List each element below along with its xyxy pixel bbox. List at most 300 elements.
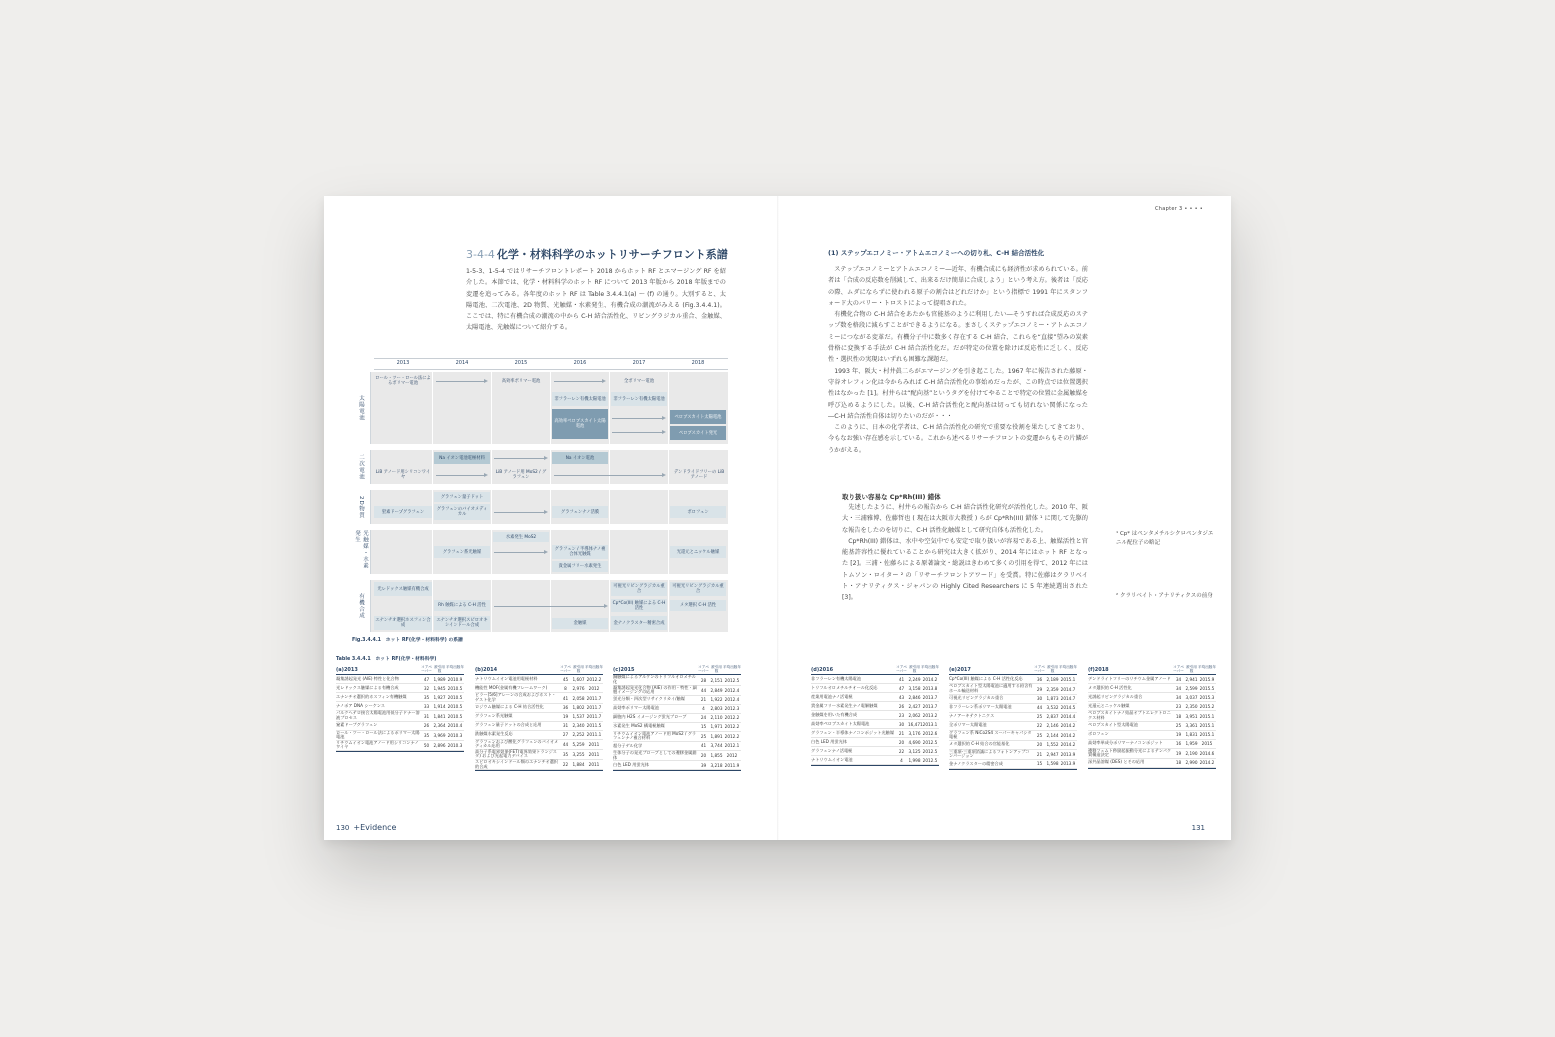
core-papers: 15 xyxy=(700,724,707,730)
rf-name: 水素発生 MoS2 構電極触媒 xyxy=(613,723,665,729)
core-papers: 44 xyxy=(562,741,569,747)
band-label: 光触媒・水素発生 xyxy=(352,530,371,574)
mean-year: 2012.1 xyxy=(724,743,740,749)
diagram-node: 高効率ポリマー電池 xyxy=(501,378,541,384)
rf-name: 白色 LED 用蛍光体 xyxy=(811,739,847,745)
mean-year: 2014.6 xyxy=(1199,750,1215,756)
mean-year: 2012.3 xyxy=(724,706,740,712)
table-title: (b)2014 xyxy=(475,667,498,674)
rf-name: 凝集誘起発光化合物 (AIE) の作用・特性・細胞イメージングの応用 xyxy=(613,684,697,695)
diagram-node: 高効率ペロブスカイト太陽電池 xyxy=(552,409,608,439)
table-2016 xyxy=(811,665,939,766)
rf-name: ナノポア DNA シーケンス xyxy=(336,703,385,709)
citations: 1,959 xyxy=(1185,741,1198,747)
table-row xyxy=(336,741,464,751)
table-row xyxy=(811,720,939,729)
table-row xyxy=(811,693,939,702)
citations: 2,146 xyxy=(1046,723,1059,729)
mean-year: 2015.1 xyxy=(1060,676,1076,682)
rf-name: Cp*Co(III) 触媒による C-H 活性化反応 xyxy=(949,676,1023,682)
side-note-2: ² クラリベイト・アナリティクスの前身 xyxy=(1116,593,1213,599)
diagram-node: Na イオン電池 xyxy=(552,452,608,464)
rf-name: グラフェンナノ活電極 xyxy=(811,748,853,754)
mean-year: 2013.1 xyxy=(922,721,938,727)
core-papers: 4 xyxy=(702,706,705,712)
citations: 1,537 xyxy=(572,714,585,720)
core-papers: 34 xyxy=(1175,676,1182,682)
rf-name: エナンチオ選択的ホスフィン有機触媒 xyxy=(336,694,407,700)
rf-name: ロジウム触媒による C-H 結合活性化 xyxy=(475,704,544,710)
mean-year: 2012.6 xyxy=(922,730,938,736)
page-number-right: 131 xyxy=(1191,824,1205,832)
core-papers: 47 xyxy=(423,676,430,682)
rf-name: 窒素ドープグラフェン xyxy=(336,722,378,728)
mean-year: 2012 xyxy=(726,753,738,759)
rf-name: 遷移フェムト秒励起振動分光によるテンパク質構造決定 xyxy=(1088,747,1172,758)
brand-name: +Evidence xyxy=(353,823,397,832)
page-number: 130 xyxy=(336,824,350,832)
mean-year: 2011 xyxy=(588,741,600,747)
col-year: 平均出版年 xyxy=(1059,665,1077,669)
table-row xyxy=(475,760,603,770)
rf-name: スピロオキシインドール類のエナンチオ選択的合成 xyxy=(475,758,559,769)
table-row xyxy=(1088,731,1216,740)
citations: 2,350 xyxy=(1185,703,1198,709)
core-papers: 16 xyxy=(1175,741,1182,747)
rf-name: グラフェンおよび酸化グラフェンのバイオメディカル応用 xyxy=(475,738,559,749)
year-axis xyxy=(374,358,728,370)
mean-year: 2012.2 xyxy=(724,715,740,721)
mean-year: 2010.5 xyxy=(447,685,463,691)
citations: 2,058 xyxy=(572,695,585,701)
mean-year: 2014.2 xyxy=(1060,723,1076,729)
table-row xyxy=(1088,759,1216,768)
core-papers: 25 xyxy=(700,733,707,739)
table-2015 xyxy=(613,665,741,771)
table-row xyxy=(811,702,939,711)
diagram-arrow xyxy=(436,475,486,476)
diagram-node: エナンチオ選択ホスフィン合成 xyxy=(375,618,431,628)
rf-name: デンドライトフリーのリチウム金属アノード xyxy=(1088,676,1171,682)
col-year: 平均出版年 xyxy=(446,665,464,669)
table-row xyxy=(613,751,741,761)
col-year: 平均出版年 xyxy=(723,665,741,669)
citations: 2,896 xyxy=(433,742,446,748)
core-papers: 34 xyxy=(1175,694,1182,700)
citations: 3,951 xyxy=(1185,713,1198,719)
col-core: コアペーパー xyxy=(421,665,432,674)
citations: 3,255 xyxy=(572,751,585,757)
core-papers: 44 xyxy=(1036,705,1043,711)
table-row xyxy=(1088,722,1216,731)
core-papers: 35 xyxy=(423,732,430,738)
citations: 3,532 xyxy=(1046,705,1059,711)
mean-year: 2014.5 xyxy=(1060,705,1076,711)
citations: 2,340 xyxy=(572,723,585,729)
citations: 1,989 xyxy=(433,676,446,682)
mean-year: 2012.2 xyxy=(724,724,740,730)
mean-year: 2012.2 xyxy=(586,676,602,682)
rf-name: ピラー[5/6]アレーンの合成およびホスト・ゲスト化学 xyxy=(475,692,556,702)
diagram-node: 窒素ドープグラフェン xyxy=(374,506,432,518)
year-label: 2015 xyxy=(514,360,528,366)
col-core: コアペーパー xyxy=(1173,665,1184,674)
year-label: 2013 xyxy=(396,360,410,366)
core-papers: 21 xyxy=(700,697,707,703)
rf-name: 鉄触媒水素発生反応 xyxy=(475,731,513,737)
diagram-node: 金触媒 xyxy=(552,618,608,629)
col-core: コアペーパー xyxy=(698,665,709,674)
chapter-label: Chapter 3 • • • • xyxy=(1154,206,1203,212)
table-row xyxy=(336,693,464,702)
core-papers: 30 xyxy=(1036,696,1043,702)
table-row xyxy=(475,693,603,703)
diagram-node: グラフェン系光触媒 xyxy=(434,546,490,558)
table-caption: Table 3.4.4.1 ホット RF(化学・材料科学) xyxy=(336,657,437,662)
core-papers: 28 xyxy=(700,677,707,683)
mean-year: 2013.9 xyxy=(1060,761,1076,767)
rf-name: 高効率ペロブスカイト太陽電池 xyxy=(811,721,870,727)
hot-rf-diagram xyxy=(352,358,730,638)
diagram-node: ペロブスカイト発光 xyxy=(670,426,726,440)
citations: 3,037 xyxy=(1185,694,1198,700)
core-papers: 39 xyxy=(700,762,707,768)
band-label: 有機合成 xyxy=(352,580,371,632)
band-2d xyxy=(352,490,728,524)
core-papers: 22 xyxy=(1036,723,1043,729)
table-row xyxy=(949,713,1077,722)
col-cites: 被引用数 xyxy=(434,665,445,674)
core-papers: 23 xyxy=(898,712,905,718)
band-label: 太陽電池 xyxy=(352,372,371,444)
table-row xyxy=(613,714,741,723)
core-papers: 21 xyxy=(1036,751,1043,757)
mean-year: 2015 xyxy=(1201,741,1213,747)
table-2018 xyxy=(1088,665,1216,769)
subheading: (1) ステップエコノミー・アトムエコノミーへの切り札、C-H 結合活性化 xyxy=(828,249,1045,257)
citations: 2,947 xyxy=(1046,751,1059,757)
citations: 3,125 xyxy=(908,748,921,754)
section-title-text: 化学・材料科学のホットリサーチフロント系譜 xyxy=(496,248,728,261)
mean-year: 2015.1 xyxy=(1199,732,1215,738)
col-cites: 被引用数 xyxy=(1186,665,1197,674)
diagram-node: グラフェンナノ活膜 xyxy=(552,506,608,518)
diagram-arrow xyxy=(612,418,664,419)
col-year: 平均出版年 xyxy=(585,665,603,669)
citations: 2,849 xyxy=(710,687,723,693)
citations: 2,190 xyxy=(1185,750,1198,756)
citations: 2,837 xyxy=(1046,714,1059,720)
core-papers: 43 xyxy=(898,694,905,700)
core-papers: 32 xyxy=(423,685,430,691)
core-papers: 24 xyxy=(700,715,707,721)
rf-name: 非フラーレン系ポリマー太陽電池 xyxy=(949,704,1012,710)
rf-name: 高効率単成分ポリマーナノコンポジット xyxy=(1088,740,1163,746)
rf-name: メタ選択的 C-H 活性化 xyxy=(1088,685,1132,691)
figure-caption: Fig.3.4.4.1 ホット RF(化学・材料科学) の系譜 xyxy=(352,638,463,643)
mean-year: 2010.9 xyxy=(447,676,463,682)
citations: 2,249 xyxy=(908,676,921,682)
citations: 2,803 xyxy=(710,706,723,712)
table-row xyxy=(613,761,741,770)
diagram-node: ペロブスカイト太陽電池 xyxy=(670,410,726,424)
table-2014 xyxy=(475,665,603,771)
mean-year: 2014.2 xyxy=(1199,760,1215,766)
core-papers: 26 xyxy=(423,723,430,729)
core-papers: 41 xyxy=(700,743,707,749)
diagram-arrow xyxy=(436,381,486,382)
core-papers: 29 xyxy=(1036,686,1043,692)
rf-name: ナトリウムイオン電池用電極材料 xyxy=(475,676,538,682)
table-row xyxy=(336,684,464,693)
core-papers: 41 xyxy=(898,676,905,682)
diagram-node: グラフェン量子ドット xyxy=(434,492,490,502)
mean-year: 2011.5 xyxy=(586,723,602,729)
rf-name: 金触媒を用いた有機合成 xyxy=(811,712,858,718)
rf-name: グラフェン系光触媒 xyxy=(475,713,513,719)
intro-paragraph: 1-5-3、1-5-4 ではリサーチフロントレポート 2018 からホット RF とエマージング RF を紹介した。本節では、化学・材料科学のホット RF について 2013 年版から 2018 年版までの変遷を追ってみる。各年度のホット RF は Table 3.4.4.1(a) 〜 (f) の通り。大別すると、太陽電池、二次電池、2D 物質、光触媒・水素発生、有機合成の潮流がみえる (Fig.3.4.4.1)。ここでは、特に有機合成の潮流の中から C-H 結合活性化、リビングラジカル重合、金触媒、太陽電池、光触媒について紹介する。 xyxy=(466,268,726,332)
mean-year: 2010.5 xyxy=(447,694,463,700)
band-solar xyxy=(352,372,728,444)
diagram-node: 金ナノクラスター精密合成 xyxy=(611,616,667,630)
rf-name: 金ナノクラスターの精密合成 xyxy=(949,760,1003,766)
citations: 2,144 xyxy=(1046,732,1059,738)
mean-year: 2012.4 xyxy=(724,697,740,703)
core-papers: 4 xyxy=(900,757,903,763)
core-papers: 18 xyxy=(1175,760,1182,766)
mean-year: 2012.5 xyxy=(922,739,938,745)
core-papers: 19 xyxy=(1175,732,1182,738)
mean-year: 2013.7 xyxy=(922,703,938,709)
citations: 3,361 xyxy=(1185,723,1198,729)
diagram-node: メタ選択 C-H 活性 xyxy=(670,600,726,611)
citations: 1,884 xyxy=(572,762,585,768)
rf-name: 非フラーレン有機太陽電池 xyxy=(811,676,862,682)
mean-year: 2015.9 xyxy=(1199,676,1215,682)
mean-year: 2010.3 xyxy=(447,742,463,748)
rf-name: 高効率ポリマー太陽電池 xyxy=(613,705,659,711)
citations: 2,846 xyxy=(908,694,921,700)
year-label: 2016 xyxy=(573,360,587,366)
diagram-node: ボロフェン xyxy=(670,506,726,518)
rf-name: 光レドックス触媒による有機合成 xyxy=(336,685,399,691)
diagram-node: Cp*Co(III) 触媒による C-H 活性 xyxy=(612,600,666,611)
table-row xyxy=(811,747,939,756)
table-title: (e)2017 xyxy=(949,667,971,674)
mean-year: 2015.5 xyxy=(1199,685,1215,691)
mean-year: 2012.4 xyxy=(724,687,740,693)
core-papers: 50 xyxy=(423,742,430,748)
citations: 2,110 xyxy=(710,715,723,721)
diagram-node: 可視光リビングラジカル重合 xyxy=(611,582,667,596)
col-core: コアペーパー xyxy=(896,665,907,674)
table-row xyxy=(949,704,1077,713)
year-label: 2014 xyxy=(455,360,469,366)
table-title: (c)2015 xyxy=(613,667,635,674)
mean-year: 2015.3 xyxy=(1199,694,1215,700)
diagram-node: 全ポリマー電池 xyxy=(624,378,654,384)
table-row xyxy=(336,711,464,721)
citations: 1,971 xyxy=(710,724,723,730)
paragraph: このように、日本の化学者は、C-H 結合活性化の研究で重要な役割を果たしてきており、今もなお強い存在感を示している。これから述べるリサーチフロントの変遷からもその片鱗がうかがえる。 xyxy=(828,424,1088,454)
core-papers: 33 xyxy=(423,703,430,709)
rf-name: ペロブスカイト型太陽電池 xyxy=(1088,722,1138,728)
mean-year: 2012 xyxy=(588,685,600,691)
mean-year: 2014.2 xyxy=(922,676,938,682)
band-label: 二次電池 xyxy=(352,450,371,484)
rf-name: 凝集誘起発光 (AIE) 特性と化合物 xyxy=(336,676,399,682)
col-cites: 被引用数 xyxy=(909,665,920,674)
mean-year: 2010.4 xyxy=(447,723,463,729)
mean-year: 2013.8 xyxy=(922,685,938,691)
mean-year: 2014.4 xyxy=(1060,714,1076,720)
page-number-left xyxy=(336,823,396,832)
mean-year: 2012.5 xyxy=(922,757,938,763)
col-core: コアペーパー xyxy=(1034,665,1045,674)
mean-year: 2011.1 xyxy=(586,732,602,738)
diagram-arrow xyxy=(612,432,664,433)
core-papers: 19 xyxy=(1175,750,1182,756)
citations: 3,969 xyxy=(433,732,446,738)
core-papers: 34 xyxy=(1175,685,1182,691)
citations: 2,151 xyxy=(710,677,723,683)
spine-shadow xyxy=(777,196,779,840)
citations: 1,927 xyxy=(433,694,446,700)
citations: 1,607 xyxy=(572,676,585,682)
rf-name: ナノアーキテクトニクス xyxy=(949,713,995,719)
mean-year: 2010.5 xyxy=(447,713,463,719)
citations: 2,427 xyxy=(908,703,921,709)
citations: 5,259 xyxy=(572,741,585,747)
diagram-arrow xyxy=(554,475,664,476)
table-row xyxy=(811,684,939,693)
table-row xyxy=(1088,693,1216,702)
band-organic xyxy=(352,580,728,632)
mean-year: 2014.2 xyxy=(1060,742,1076,748)
citations: 2,364 xyxy=(433,723,446,729)
core-papers: 15 xyxy=(1036,761,1043,767)
mean-year: 2012.5 xyxy=(922,748,938,754)
table-row xyxy=(811,729,939,738)
col-cites: 被引用数 xyxy=(573,665,584,674)
core-papers: 25 xyxy=(1175,723,1182,729)
rf-name: グラフェン・半導体ナノコンポジット光触媒 xyxy=(811,730,895,736)
citations: 2,062 xyxy=(908,712,921,718)
mean-year: 2011.7 xyxy=(586,714,602,720)
table-2013 xyxy=(336,665,464,752)
rf-name: リチウムイオン電池アノード用 MoS2 / グラフェンナノ複合材料 xyxy=(613,730,697,741)
core-papers: 41 xyxy=(562,695,569,701)
section-title xyxy=(466,246,728,262)
rf-name: ナトリウムイオン電池 xyxy=(811,757,853,763)
core-papers: 22 xyxy=(898,748,905,754)
core-papers: 27 xyxy=(562,732,569,738)
band-photocat xyxy=(352,530,728,574)
rf-name: 生体分子の発光プローブとしての遷移金属錯体 xyxy=(613,749,697,760)
mean-year: 2013.2 xyxy=(922,712,938,718)
table-row xyxy=(949,750,1077,760)
rf-name: 産業用電池ナノ活電極 xyxy=(811,694,853,700)
table-row xyxy=(475,704,603,713)
table-row xyxy=(613,696,741,705)
table-row xyxy=(949,695,1077,704)
rf-name: ペロブスカイトナノ結晶オプトエレクトロニクス材料 xyxy=(1088,710,1171,720)
diagram-node: LiB アノード用シリコンワイヤ xyxy=(375,470,431,480)
table-row xyxy=(475,713,603,722)
mean-year: 2013.9 xyxy=(1060,751,1076,757)
citations: 2,976 xyxy=(572,685,585,691)
table-row xyxy=(475,722,603,731)
diagram-arrow xyxy=(494,458,546,459)
citations: 1,802 xyxy=(572,705,585,711)
mean-year: 2014.7 xyxy=(1060,686,1076,692)
citations: 2,189 xyxy=(1046,676,1059,682)
mean-year: 2014.7 xyxy=(1060,696,1076,702)
table-row xyxy=(1088,684,1216,693)
citations: 1,598 xyxy=(1046,761,1059,767)
citations: 2,252 xyxy=(572,732,585,738)
mean-year: 2010.3 xyxy=(447,732,463,738)
paragraph: 有機化合物の C-H 結合をあたかも官能基のように利用したい―そうすれば合成反応のステップ数を格段に減らすことができるようになる。まさしくステップエコノミー・アトムエコノミーにつながる変革だ。有機分子中に数多く存在する C-H 結合、これらを“直接”望みの炭素骨格に変換する手法が C-H 結合活性化だ。だが特定の位置を除けば反応性に乏しく、反応性・選択性の実現はいずれも困難な課題だ。 xyxy=(828,311,1088,364)
core-papers: 31 xyxy=(423,713,430,719)
paragraph: 先述したように、村井らの報告から C-H 結合活性化研究が活性化した。2010 年、阪大・三浦雅博、佐藤哲也 ( 現在は大阪市大教授 ) らが Cp*Rh(III) 錯体 ¹ に関して先駆的な報告をしたのを切りに、C-H 活性化触媒として研究自体も活性化した。 xyxy=(842,504,1088,534)
mean-year: 2012.2 xyxy=(724,733,740,739)
paragraph: ステップエコノミーとアトムエコノミー―近年、有機合成にも経済性が求められている。前者は「合成の反応数を削減して、出来るだけ簡単に合成しよう」という考え方。後者は「反応の際、ムダにならずに使われる原子の割合はどれだけか」という指標で 1991 年にスタンフォード大のバリー・トロストによって提唱された。 xyxy=(828,266,1088,307)
body-text xyxy=(828,264,1088,456)
table-row xyxy=(949,731,1077,741)
core-papers: 8 xyxy=(564,685,567,691)
diagram-arrow xyxy=(494,552,546,553)
col-cites: 被引用数 xyxy=(1047,665,1058,674)
table-2017 xyxy=(949,665,1077,770)
rf-name: ボロフェン xyxy=(1088,731,1109,737)
core-papers: 35 xyxy=(562,751,569,757)
year-label: 2017 xyxy=(632,360,646,366)
diagram-node: 非フラーレン有機太陽電池 xyxy=(552,392,608,406)
table-row xyxy=(613,686,741,696)
citations: 1,945 xyxy=(433,685,446,691)
rf-name: 全ポリマー太陽電池 xyxy=(949,722,987,728)
mean-year: 2015.1 xyxy=(1199,723,1215,729)
core-papers: 44 xyxy=(700,687,707,693)
side-note-1: ¹ Cp* はペンタメチルシクロペンタジエニル配位子の略記 xyxy=(1116,531,1214,546)
table-row xyxy=(811,738,939,747)
mean-year: 2011.7 xyxy=(586,705,602,711)
diagram-node: グラフェンのバイオメディカル xyxy=(434,504,490,520)
citations: 2,599 xyxy=(1185,685,1198,691)
diagram-node: 可視光リビングラジカル重合 xyxy=(670,582,726,596)
body-text-2 xyxy=(842,502,1088,604)
diagram-arrow xyxy=(554,381,604,382)
citations: 1,831 xyxy=(1185,732,1198,738)
rf-name: 光誘起リビングラジカル重合 xyxy=(1088,694,1143,700)
table-row xyxy=(811,675,939,684)
citations: 16,471 xyxy=(908,721,923,727)
core-papers: 21 xyxy=(898,730,905,736)
diagram-arrow xyxy=(494,512,546,513)
table-row xyxy=(949,760,1077,769)
rf-name: 光還元とニッケル触媒 xyxy=(1088,703,1130,709)
mean-year: 2014.2 xyxy=(1060,732,1076,738)
table-row xyxy=(1088,711,1216,721)
table-row xyxy=(811,711,939,720)
core-papers: 26 xyxy=(898,703,905,709)
rf-name: 銅触媒によるアルケンのトリフルオロメチル化 xyxy=(613,674,696,684)
core-papers: 36 xyxy=(1036,676,1043,682)
citations: 1,873 xyxy=(1046,696,1059,702)
core-papers: 25 xyxy=(1036,714,1043,720)
rf-name: 三重項-三重項消滅によるフォトンアップコンバージョン xyxy=(949,748,1030,759)
